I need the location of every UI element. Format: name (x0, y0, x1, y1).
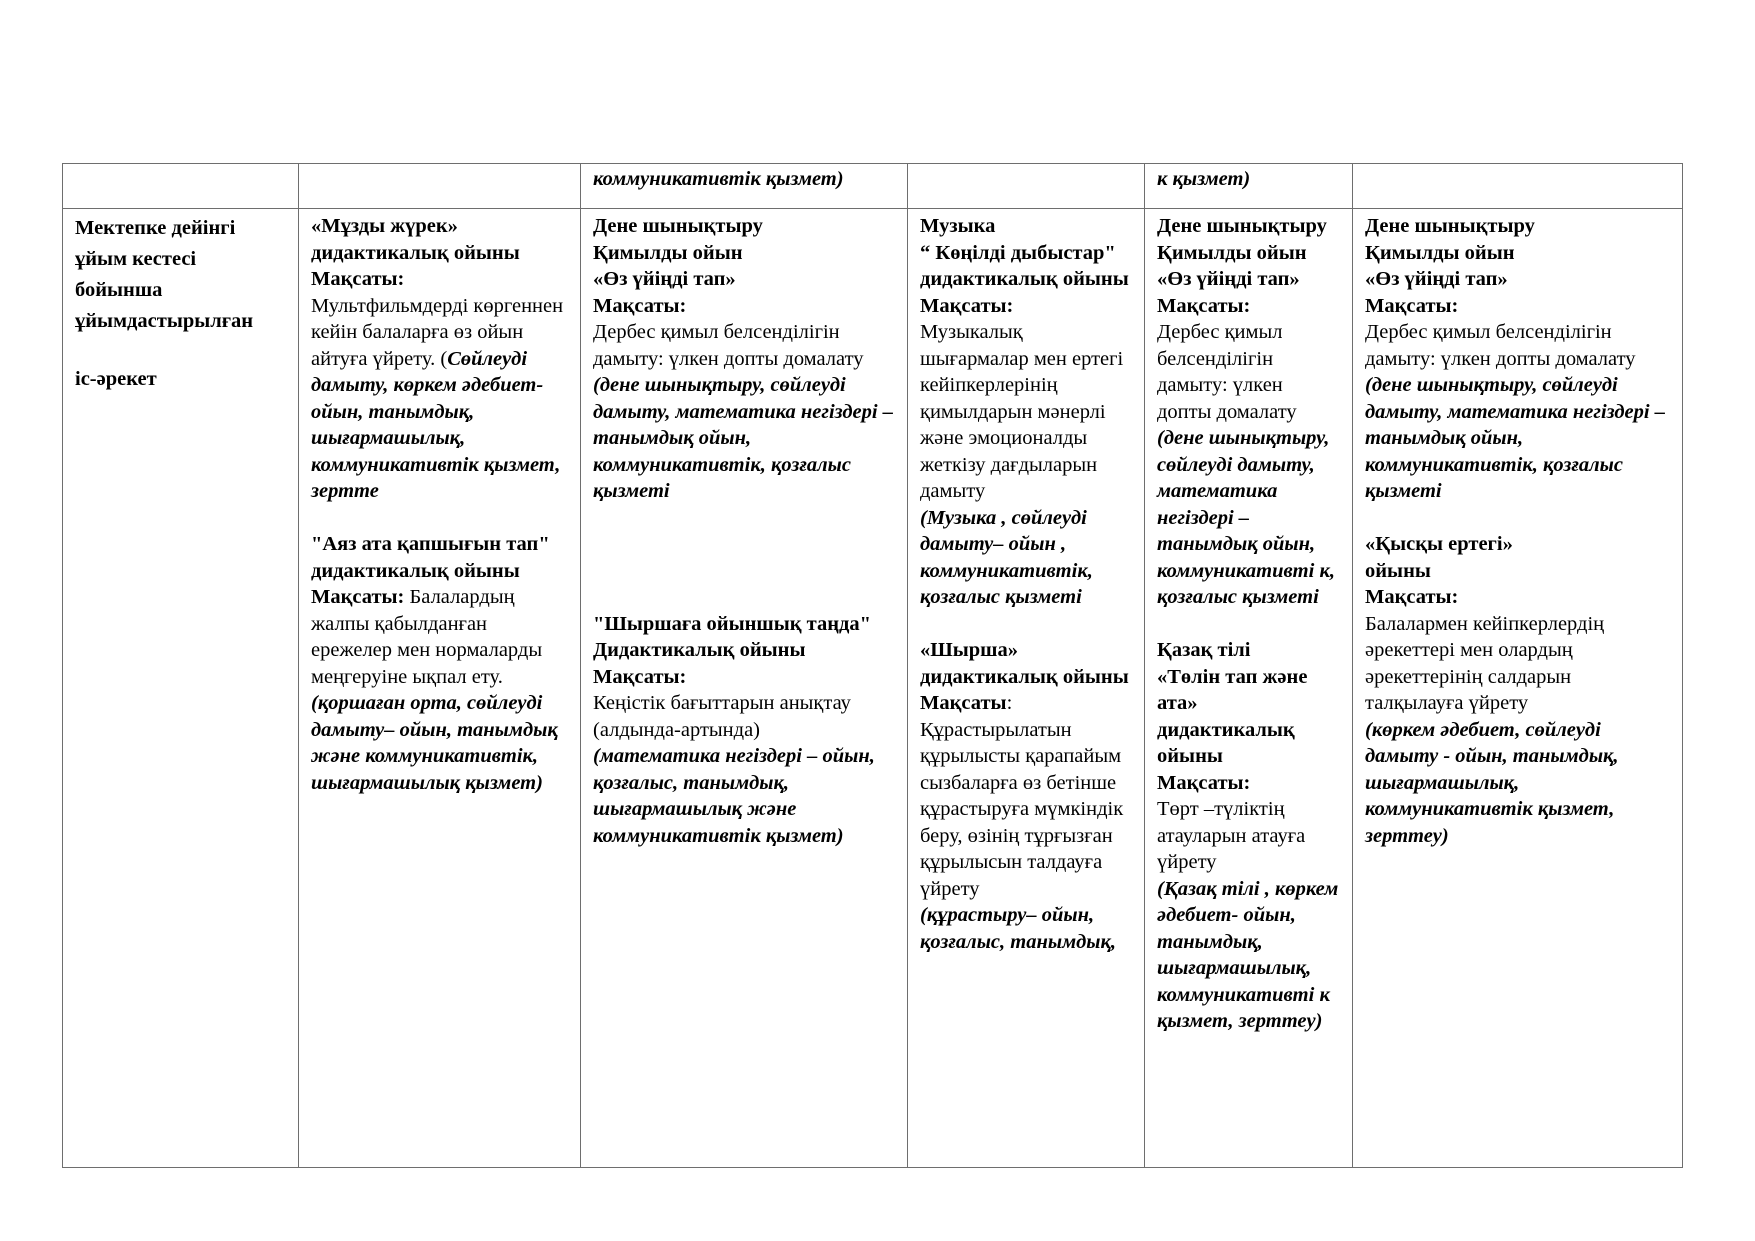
activity-cell-col2 (299, 209, 581, 1168)
edu-areas: (Музыка , сөйлеуді дамыту– ойын , коммуникативтік, қозғалыс қызметі (920, 506, 1093, 608)
edu-areas: (құрастыру– ойын, қозғалыс, танымдық, (920, 904, 1117, 953)
goal-text: Құрастырылатын құрылысты қарапайым сызбаларға өз бетінше құрастыруға мүмкіндік беру, өзінің тұрғызған құрылысын талдауға үйрету (920, 718, 1124, 900)
activity-header-line: Дене шынықтыру (1157, 215, 1327, 237)
goal-text: Дербес қимыл белсенділігін дамыту: үлкен допты домалату (593, 321, 864, 370)
goal-label: Мақсаты: (1365, 294, 1459, 317)
row-label-line: ұйым кестесі (75, 248, 197, 270)
cell-empty (1353, 164, 1683, 209)
game-title (920, 637, 1132, 690)
activity-header-line: дидактикалық ойыны (1157, 718, 1295, 767)
game-title-line: дидактикалық ойыны (311, 241, 520, 264)
edu-areas: (көркем әдебиет, сөйлеуді дамыту - ойын, танымдық, шығармашылық, коммуникативтік қызмет, зерттеу) (1365, 718, 1619, 847)
game-title-line: Дидактикалық ойыны (593, 639, 806, 661)
goal-label: Мақсаты: (920, 294, 1014, 317)
goal-text (311, 293, 568, 505)
continuation-text: к қызмет) (1157, 168, 1251, 190)
cell-continuation-col5 (1145, 164, 1353, 209)
edu-areas: (қоршаған орта, сөйлеуді дамыту– ойын, танымдық және коммуникативтік, шығармашылық қызмет) (311, 692, 558, 794)
goal-label: Мақсаты: (311, 268, 405, 290)
goal-text: Дербес қимыл белсенділігін дамыту: үлкен допты домалату (1157, 321, 1297, 423)
activity-header-line: «Төлін тап және ата» (1157, 665, 1308, 714)
goal-label: Мақсаты: (1365, 586, 1459, 608)
row-label-line: ұйымдастырылған (75, 310, 254, 332)
edu-areas: (Қазақ тілі , көркем әдебиет- ойын, танымдық, шығармашылық, коммуникативті к қызмет, зерттеу) (1157, 877, 1339, 1032)
row-label-line: Мектепке дейінгі (75, 217, 236, 239)
game-title (311, 213, 568, 266)
goal-colon: : (1006, 692, 1013, 714)
activity-header-line: Дене шынықтыру (1365, 215, 1535, 237)
activity-header-line: Қимылды ойын (593, 241, 743, 264)
goal-text: Дербес қимыл белсенділігін дамыту: үлкен допты домалату (1365, 321, 1636, 370)
activity-header-line: Қимылды ойын (1157, 241, 1307, 264)
cell-empty (908, 164, 1145, 209)
goal-text: Төрт –түліктің атауларын атауға үйрету (1157, 798, 1306, 873)
goal-label: Мақсаты: (593, 294, 687, 317)
activity-cell-col4 (908, 209, 1145, 1168)
goal-label: Мақсаты: (593, 665, 687, 688)
game-title: "Аяз ата қапшығын тап" дидактикалық ойыны (311, 533, 550, 582)
activity-cell-col3 (581, 209, 908, 1168)
game-title (593, 611, 895, 691)
cell-continuation-col3 (581, 164, 908, 209)
row-label-line: бойынша (75, 279, 163, 301)
goal-text-body: Балалардың жалпы қабылданған ережелер мен нормаларды меңгеруіне ықпал ету. (311, 586, 543, 688)
cell-empty (63, 164, 299, 209)
game-title-line: ойыны (1365, 559, 1431, 582)
game-title-line: дидактикалық ойыны (920, 665, 1129, 688)
edu-areas: (дене шынықтыру, сөйлеуді дамыту, математика негіздері – танымдық ойын, коммуникативтік, қозғалыс қызметі (593, 374, 893, 502)
game-title-line: "Шыршаға ойыншық таңда" (593, 612, 872, 635)
game-title-line: «Шырша» (920, 639, 1018, 661)
activity-cell-col6 (1353, 209, 1683, 1168)
row-label-cell (63, 209, 299, 1168)
goal-line (920, 690, 1132, 717)
edu-areas: Сөйлеуді дамыту, көркем әдебиет- ойын, танымдық, шығармашылық, коммуникативтік қызмет, зертте (311, 347, 561, 502)
activity-header (593, 213, 895, 319)
table-row-continuation (63, 164, 1683, 209)
activity-header (1365, 213, 1670, 319)
goal-text (311, 584, 568, 690)
edu-areas: (дене шынықтыру, сөйлеуді дамыту, математика негіздері – танымдық ойын, коммуникативті к, қозғалыс қызметі (1157, 427, 1335, 608)
table-row-activities (63, 209, 1683, 1168)
game-title-line: «Мұзды жүрек» (311, 215, 458, 237)
activity-header-line: «Өз үйіңді тап» (1157, 268, 1300, 290)
edu-areas: (математика негіздері – ойын, қозғалыс, танымдық, шығармашылық және коммуникативтік қызмет) (593, 745, 875, 847)
activity-header-line: «Өз үйіңді тап» (593, 268, 736, 290)
goal-label: Мақсаты (920, 692, 1007, 714)
activity-header-line: Дене шынықтыру (593, 215, 763, 237)
goal-text: Музыкалық шығармалар мен ертегі кейіпкерлерінің қимылдарын мәнерлі және эмоционалды жеткізу дағдыларын дамыту (920, 321, 1124, 502)
activity-header-line: Қазақ тілі (1157, 639, 1251, 661)
game-title (1365, 531, 1670, 611)
goal-label: Мақсаты: (1157, 294, 1251, 317)
edu-areas: (дене шынықтыру, сөйлеуді дамыту, математика негіздері – танымдық ойын, коммуникативтік, қозғалыс қызметі (1365, 374, 1665, 502)
cell-empty (299, 164, 581, 209)
activity-header (920, 213, 1132, 319)
goal-label: Мақсаты: (1157, 771, 1251, 794)
activity-header-line: «Өз үйіңді тап» (1365, 268, 1508, 290)
goal-text: Кеңістік бағыттарын анықтау (алдында-артында) (593, 692, 851, 741)
row-label (75, 213, 286, 395)
goal-label: Мақсаты: (311, 586, 405, 608)
activity-header-line: “ Көңілді дыбыстар" дидактикалық ойыны (920, 241, 1129, 290)
goal-text-body: Мультфильмдерді көргеннен кейін балаларға өз ойын айтуға үйрету. ( (311, 294, 564, 370)
activity-header (1157, 637, 1340, 796)
schedule-table (62, 163, 1683, 1168)
game-title-line: «Қысқы ертегі» (1365, 533, 1513, 555)
goal-text: Балалармен кейіпкерлердің әрекеттері мен олардың әрекеттерінің салдарын талқылауға үйрету (1365, 612, 1605, 714)
continuation-text: коммуникативтік қызмет) (593, 168, 844, 190)
activity-header (1157, 213, 1340, 319)
activity-header-line: Музыка (920, 215, 996, 237)
activity-cell-col5 (1145, 209, 1353, 1168)
row-label-line: іс-әрекет (75, 367, 157, 390)
activity-header-line: Қимылды ойын (1365, 241, 1515, 264)
